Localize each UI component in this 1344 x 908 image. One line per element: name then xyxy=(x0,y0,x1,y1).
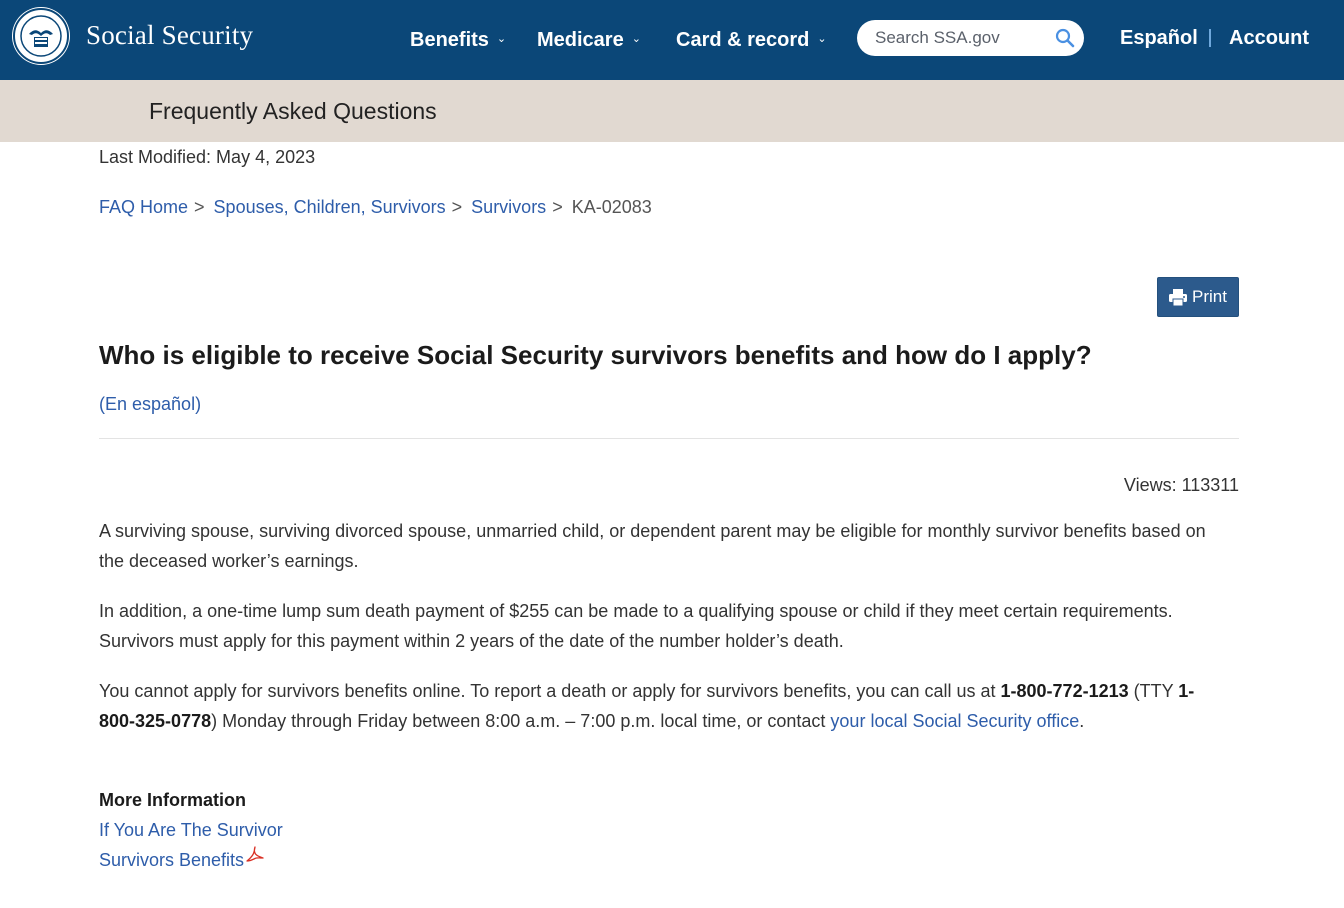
site-brand[interactable]: Social Security xyxy=(86,20,254,50)
paragraph-3-text-d: . xyxy=(1079,711,1085,731)
paragraph-3-text-a: You cannot apply for survivors benefits online. To report a death or apply for survivors benefits, you can call us at xyxy=(99,681,1001,701)
nav-card-record[interactable] xyxy=(676,27,827,53)
local-office-link[interactable]: your local Social Security office xyxy=(830,711,1080,731)
section-band xyxy=(0,80,1344,142)
print-button[interactable] xyxy=(1157,277,1239,317)
if-you-are-the-survivor-link[interactable]: If You Are The Survivor xyxy=(99,820,283,840)
answer-paragraph-3 xyxy=(99,676,1204,736)
breadcrumb-separator: > xyxy=(194,197,205,217)
last-modified: Last Modified: May 4, 2023 xyxy=(99,147,316,167)
ssa-seal-icon[interactable] xyxy=(12,7,70,65)
section-title: Frequently Asked Questions xyxy=(149,98,437,124)
breadcrumb-survivors[interactable]: Survivors xyxy=(471,197,547,217)
breadcrumb-spouses-children-survivors[interactable]: Spouses, Children, Survivors xyxy=(213,197,446,217)
breadcrumb-faq-home[interactable]: FAQ Home xyxy=(99,197,189,217)
breadcrumb-separator: > xyxy=(552,197,563,217)
phone-number: 1-800-772-1213 xyxy=(1000,681,1129,701)
spanish-language-link[interactable]: Español xyxy=(1120,27,1198,49)
nav-divider xyxy=(1209,29,1211,47)
top-navigation-bar xyxy=(0,0,1344,80)
printer-icon xyxy=(1169,289,1187,306)
search-box xyxy=(857,20,1084,56)
breadcrumb-separator: > xyxy=(451,197,463,217)
account-link[interactable]: Account xyxy=(1229,27,1309,49)
breadcrumb-current: KA-02083 xyxy=(571,197,652,217)
survivors-benefits-link[interactable] xyxy=(99,850,264,871)
spanish-version-link[interactable]: (En español) xyxy=(99,394,202,414)
paragraph-3-text-c: ) Monday through Friday between 8:00 a.m. – 7:00 p.m. local time, or contact xyxy=(211,711,831,731)
more-information-heading: More Information xyxy=(99,790,246,810)
chevron-down-icon: ⌄ xyxy=(817,32,827,45)
views-number: 113311 xyxy=(1181,475,1239,495)
paragraph-3-text-b: (TTY xyxy=(1128,681,1179,701)
nav-benefits-label: Benefits xyxy=(410,28,489,51)
nav-medicare[interactable] xyxy=(537,27,641,53)
faq-title: Who is eligible to receive Social Security survivors benefits and how do I apply? xyxy=(99,340,1092,370)
answer-paragraph-2: In addition, a one-time lump sum death payment of $255 can be made to a qualifying spouse or child if they meet certain requirements. Survivors must apply for this payment within 2 years of the date of the number holder’s death. xyxy=(99,601,1173,651)
divider xyxy=(99,438,1239,439)
print-label: Print xyxy=(1192,287,1227,306)
tty-number: 1-800-325-0778 xyxy=(99,681,1195,731)
views-label: Views: xyxy=(1123,475,1177,495)
nav-medicare-label: Medicare xyxy=(537,28,624,51)
chevron-down-icon: ⌄ xyxy=(631,32,641,45)
search-input[interactable] xyxy=(875,26,1045,50)
survivors-benefits-label: Survivors Benefits xyxy=(99,850,245,870)
view-count xyxy=(99,475,1239,496)
search-icon[interactable] xyxy=(1055,28,1075,48)
nav-card-record-label: Card & record xyxy=(676,28,810,51)
breadcrumb xyxy=(99,197,652,218)
pdf-icon xyxy=(246,846,264,862)
answer-paragraph-1: A surviving spouse, surviving divorced spouse, unmarried child, or dependent parent may be eligible for monthly survivor benefits based on the deceased worker’s earnings. xyxy=(99,521,1206,571)
nav-benefits[interactable] xyxy=(410,27,506,53)
chevron-down-icon: ⌄ xyxy=(496,32,507,45)
